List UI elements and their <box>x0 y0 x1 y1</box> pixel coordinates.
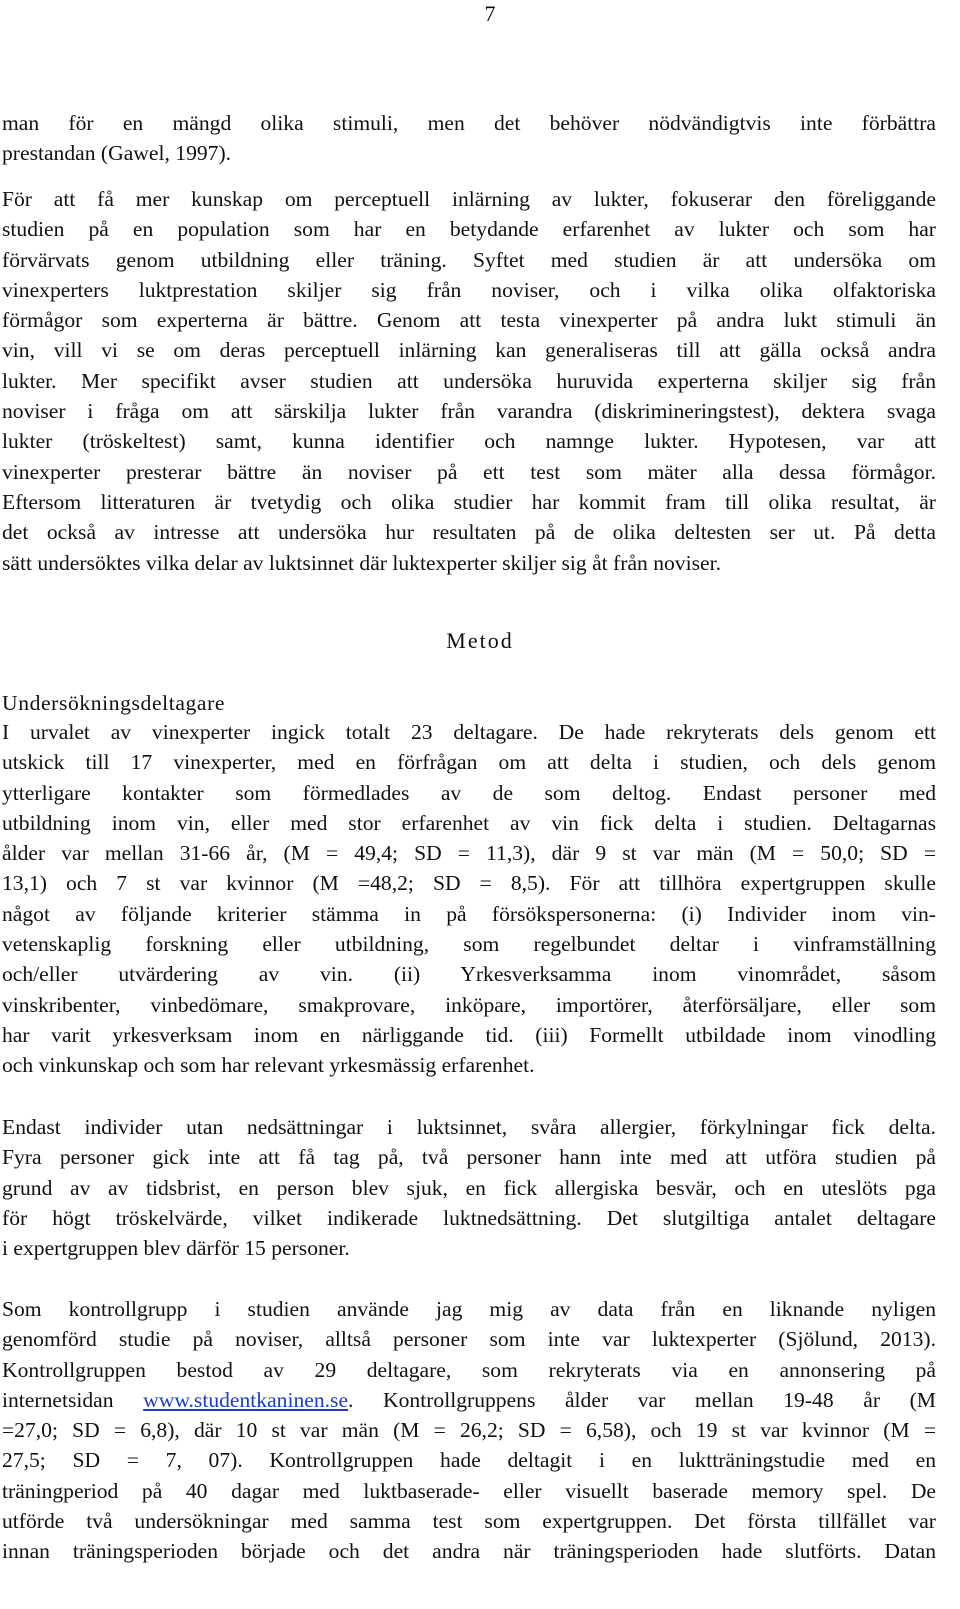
text-line: utskick till 17 vinexperter, med en förfrågan om att delta i studien, och dels genom <box>2 750 936 775</box>
text-line: något av följande kriterier stämma in på försökspersonerna: (i) Individer inom vin- <box>2 901 936 926</box>
text-line: 27,5; SD = 7, 07). Kontrollgruppen hade deltagit i en luktträningstudie med en <box>2 1448 936 1473</box>
text-line: Endast individer utan nedsättningar i luktsinnet, svåra allergier, förkylningar fick delta. <box>2 1115 936 1139</box>
text-line: man för en mängd olika stimuli, men det behöver nödvändigtvis inte förbättra <box>2 111 936 135</box>
section-heading: Metod <box>446 628 514 653</box>
text-line: sätt undersöktes vilka delar av luktsinnet där luktexperter skiljer sig åt från noviser. <box>2 550 721 575</box>
text-line: vinexperters luktprestation skiljer sig från noviser, och i vilka olika olfaktoriska <box>2 277 936 302</box>
text-line: studien på en population som har en betydande erfarenhet av lukter och som har <box>2 217 936 242</box>
text-line: lukter. Mer specifikt avser studien att undersöka huruvida experterna skiljer sig från <box>2 368 936 393</box>
page-number: 7 <box>484 1 496 26</box>
text-line: och/eller utvärdering av vin. (ii) Yrkesverksamma inom vinområdet, såsom <box>2 962 936 987</box>
text-line: vinskribenter, vinbedömare, smakprovare, inköpare, importörer, återförsäljare, eller som <box>2 992 936 1017</box>
text-line: utbildning inom vin, eller med stor erfarenhet av vin fick delta i studien. Deltagarnas <box>2 810 936 835</box>
text-line: Som kontrollgrupp i studien använde jag mig av data från en liknande nyligen <box>2 1297 936 1321</box>
method-paragraph-2 <box>2 1112 936 1263</box>
text-line: 13,1) och 7 st var kvinnor (M =48,2; SD = 8,5). För att tillhöra expertgruppen skulle <box>2 871 936 896</box>
text-line: ålder var mellan 31-66 år, (M = 49,4; SD = 11,3), där 9 st var män (M = 50,0; SD = <box>2 841 936 866</box>
text-line: och vinkunskap och som har relevant yrkesmässig erfarenhet. <box>2 1053 535 1078</box>
method-paragraph-1 <box>2 717 936 1081</box>
text-line: genomförd studie på noviser, alltså personer som inte var luktexperter (Sjölund, 2013). <box>2 1327 936 1352</box>
text-line: för högt tröskelvärde, vilket indikerade luktnedsättning. Det slutgiltiga antalet deltagare <box>2 1205 936 1230</box>
text-line: prestandan (Gawel, 1997). <box>2 141 232 166</box>
text-line: vinexperter presterar bättre än noviser på ett test som mäter alla dessa förmågor. <box>2 459 936 484</box>
text-line: det också av intresse att undersöka hur resultaten på de olika deltesten ser ut. På detta <box>2 520 936 545</box>
text-line: förmågor som experterna är bättre. Genom att testa vinexperter på andra lukt stimuli än <box>2 308 936 333</box>
text-line: ytterligare kontakter som förmedlades av de som deltog. Endast personer med <box>2 780 936 805</box>
text-line: =27,0; SD = 6,8), där 10 st var män (M = 26,2; SD = 6,58), och 19 st var kvinnor (M = <box>2 1418 936 1443</box>
studentkaninen-link[interactable]: www.studentkaninen.se <box>143 1387 349 1412</box>
text-line: lukter (tröskeltest) samt, kunna identifier och namnge lukter. Hypotesen, var att <box>2 429 936 454</box>
text-line: I urvalet av vinexperter ingick totalt 23 deltagare. De hade rekryterats dels genom ett <box>2 720 936 744</box>
text-line: förvärvats genom utbildning eller träning. Syftet med studien är att undersöka om <box>2 247 936 272</box>
text-line: Eftersom litteraturen är tvetydig och olika studier har kommit fram till olika resultat, är <box>2 489 936 514</box>
text-line: Fyra personer gick inte att få tag på, två personer hann inte med att utföra studien på <box>2 1145 936 1170</box>
text-line: noviser i fråga om att särskilja lukter från varandra (diskrimineringstest), dektera svaga <box>2 399 936 424</box>
text-line: träningperiod på 40 dagar med luktbaserade- eller visuellt baserade memory spel. De <box>2 1478 936 1503</box>
text-line-with-link <box>2 1385 936 1415</box>
text-line: Kontrollgruppen bestod av 29 deltagare, som rekryterats via en annonsering på <box>2 1357 936 1382</box>
text-line: innan träningsperioden började och det andra när träningsperioden hade slutförts. Datan <box>2 1539 936 1564</box>
text-line: utförde två undersökningar med samma test som expertgruppen. Det första tillfället var <box>2 1509 936 1534</box>
text-line: vin, vill vi se om deras perceptuell inlärning kan generaliseras till att gälla också andra <box>2 338 936 363</box>
subsection-heading: Undersökningsdeltagare <box>2 691 226 715</box>
text-line: För att få mer kunskap om perceptuell inlärning av lukter, fokuserar den föreliggande <box>2 187 936 211</box>
intro-paragraph-2 <box>2 184 936 578</box>
link-suffix-text: . Kontrollgruppens ålder var mellan 19-48 år (M <box>348 1387 936 1412</box>
method-paragraph-3 <box>2 1294 936 1567</box>
text-line: grund av av tidsbrist, en person blev sjuk, en fick allergiska besvär, och en uteslöts pga <box>2 1175 936 1200</box>
text-line: vetenskaplig forskning eller utbildning, som regelbundet deltar i vinframställning <box>2 932 936 957</box>
text-line: i expertgruppen blev därför 15 personer. <box>2 1236 350 1261</box>
intro-paragraph-1 <box>2 108 936 169</box>
text-line: har varit yrkesverksam inom en närliggande tid. (iii) Formellt utbildade inom vinodling <box>2 1022 936 1047</box>
link-prefix-text: internetsidan <box>2 1387 144 1412</box>
